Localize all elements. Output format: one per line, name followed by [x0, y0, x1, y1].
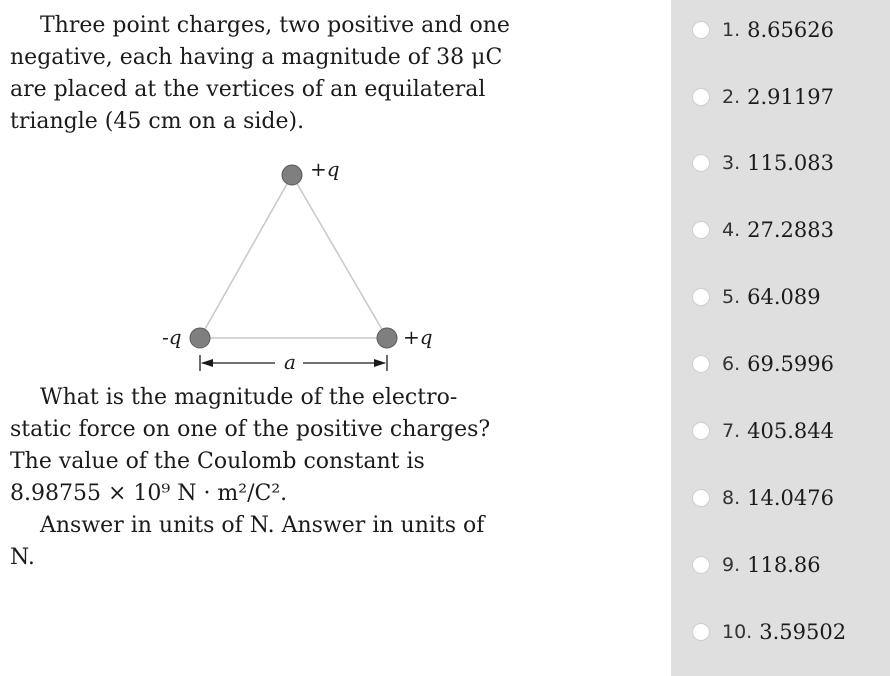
answer-choice-2[interactable]	[692, 82, 834, 112]
constant-line: 8.98755 × 10⁹ N · m²/C².	[10, 481, 288, 506]
choice-number: 5.	[722, 286, 741, 308]
radio-button-icon[interactable]	[692, 88, 710, 106]
charge-top	[282, 165, 302, 185]
radio-button-icon[interactable]	[692, 288, 710, 306]
triangle-figure	[10, 145, 556, 385]
answer-choice-5[interactable]	[692, 282, 821, 312]
units-line: Answer in units of N. Answer in units of	[40, 513, 485, 538]
triangle-side-left	[200, 175, 292, 338]
choice-number: 3.	[722, 152, 741, 174]
triangle-side-right	[292, 175, 387, 338]
radio-button-icon[interactable]	[692, 489, 710, 507]
units-line-end: N.	[10, 545, 35, 570]
choice-number: 8.	[722, 487, 741, 509]
side-length-label: a	[284, 350, 296, 374]
question-text	[10, 382, 556, 574]
charge-label-left: -q	[162, 325, 182, 349]
choice-value: 27.2883	[747, 218, 834, 242]
answer-choice-10[interactable]	[692, 617, 846, 647]
choice-value: 69.5996	[747, 352, 834, 376]
intro-line: triangle (45 cm on a side).	[10, 109, 305, 134]
choice-number: 4.	[722, 219, 741, 241]
triangle-diagram	[10, 145, 556, 385]
choice-number: 1.	[722, 19, 741, 41]
answer-choice-3[interactable]	[692, 148, 834, 178]
radio-button-icon[interactable]	[692, 221, 710, 239]
problem-statement	[10, 10, 556, 374]
choice-number: 2.	[722, 86, 741, 108]
choice-value: 64.089	[747, 285, 821, 309]
question-line: The value of the Coulomb constant is	[10, 449, 425, 474]
choice-value: 14.0476	[747, 486, 834, 510]
question-line: What is the magnitude of the electro-	[40, 385, 458, 410]
answer-choice-4[interactable]	[692, 215, 834, 245]
choice-number: 7.	[722, 420, 741, 442]
radio-button-icon[interactable]	[692, 556, 710, 574]
answer-choice-6[interactable]	[692, 349, 834, 379]
choice-value: 2.91197	[747, 85, 834, 109]
choice-value: 8.65626	[747, 18, 834, 42]
charge-right	[377, 328, 397, 348]
intro-line: are placed at the vertices of an equilateral	[10, 77, 486, 102]
radio-button-icon[interactable]	[692, 21, 710, 39]
charge-label-right: +q	[403, 325, 433, 349]
intro-line: negative, each having a magnitude of 38 μC	[10, 45, 503, 70]
choice-value: 118.86	[747, 553, 821, 577]
question-line: static force on one of the positive charges?	[10, 417, 491, 442]
radio-button-icon[interactable]	[692, 355, 710, 373]
answer-choices-panel	[671, 0, 890, 676]
choice-number: 6.	[722, 353, 741, 375]
radio-button-icon[interactable]	[692, 422, 710, 440]
choice-value: 3.59502	[759, 620, 847, 644]
choice-value: 405.844	[747, 419, 834, 443]
answer-choice-1[interactable]	[692, 15, 834, 45]
charge-label-top: +q	[310, 157, 340, 181]
answer-choice-7[interactable]	[692, 416, 834, 446]
radio-button-icon[interactable]	[692, 154, 710, 172]
answer-choice-9[interactable]	[692, 550, 821, 580]
intro-line: Three point charges, two positive and one	[40, 13, 510, 38]
answer-choice-8[interactable]	[692, 483, 834, 513]
charge-left	[190, 328, 210, 348]
choice-value: 115.083	[747, 151, 834, 175]
choice-number: 9.	[722, 554, 741, 576]
choice-number: 10.	[722, 621, 753, 643]
radio-button-icon[interactable]	[692, 623, 710, 641]
